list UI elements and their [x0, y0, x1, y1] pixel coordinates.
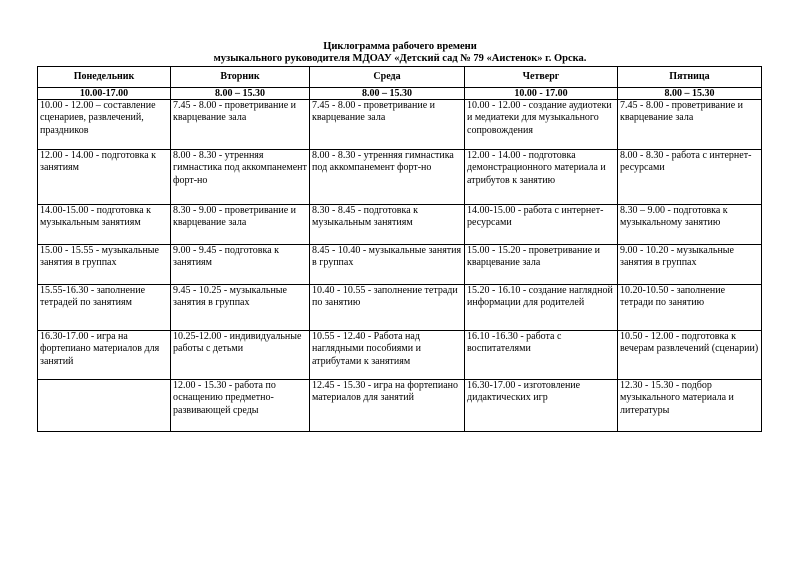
schedule-cell: 15.55-16.30 - заполнение тетрадей по занятиям	[38, 285, 171, 331]
hours-wednesday: 8.00 – 15.30	[310, 88, 465, 100]
hours-thursday: 10.00 - 17.00	[465, 88, 618, 100]
schedule-cell: 9.00 - 10.20 - музыкальные занятия в группах	[618, 245, 762, 285]
schedule-cell: 12.30 - 15.30 - подбор музыкального материала и литературы	[618, 380, 762, 432]
day-header-tuesday: Вторник	[171, 67, 310, 88]
schedule-cell: 10.25-12.00 - индивидуальные работы с детьми	[171, 331, 310, 380]
schedule-cell: 7.45 - 8.00 - проветривание и кварцевание зала	[171, 100, 310, 150]
schedule-cell: 10.00 - 12.00 - создание аудиотеки и медиатеки для музыкального сопровождения	[465, 100, 618, 150]
schedule-table	[37, 66, 762, 432]
schedule-cell: 8.00 - 8.30 - утренняя гимнастика под аккомпанемент форт-но	[171, 150, 310, 205]
schedule-cell: 12.45 - 15.30 - игра на фортепиано материалов для занятий	[310, 380, 465, 432]
schedule-cell: 10.50 - 12.00 - подготовка к вечерам развлечений (сценарии)	[618, 331, 762, 380]
table-row	[38, 380, 762, 432]
schedule-cell: 16.10 -16.30 - работа с воспитателями	[465, 331, 618, 380]
schedule-cell: 8.45 - 10.40 - музыкальные занятия в группах	[310, 245, 465, 285]
schedule-cell: 16.30-17.00 - игра на фортепиано материалов для занятий	[38, 331, 171, 380]
table-row	[38, 150, 762, 205]
schedule-cell: 15.00 - 15.55 - музыкальные занятия в группах	[38, 245, 171, 285]
schedule-cell	[38, 380, 171, 432]
header-row	[38, 67, 762, 88]
schedule-cell: 8.00 - 8.30 - утренняя гимнастика под аккомпанемент форт-но	[310, 150, 465, 205]
schedule-cell: 12.00 - 14.00 - подготовка демонстрационного материала и атрибутов к занятию	[465, 150, 618, 205]
schedule-cell: 9.00 - 9.45 - подготовка к занятиям	[171, 245, 310, 285]
hours-monday: 10.00-17.00	[38, 88, 171, 100]
schedule-cell: 8.30 – 9.00 - подготовка к музыкальному занятию	[618, 205, 762, 245]
schedule-cell: 10.00 - 12.00 – составление сценариев, развлечений, праздников	[38, 100, 171, 150]
schedule-cell: 9.45 - 10.25 - музыкальные занятия в группах	[171, 285, 310, 331]
schedule-cell: 12.00 - 14.00 - подготовка к занятиям	[38, 150, 171, 205]
schedule-cell: 8.00 - 8.30 - работа с интернет-ресурсами	[618, 150, 762, 205]
table-row	[38, 205, 762, 245]
schedule-cell: 15.00 - 15.20 - проветривание и кварцевание зала	[465, 245, 618, 285]
schedule-cell: 14.00-15.00 - работа с интернет-ресурсами	[465, 205, 618, 245]
schedule-cell: 7.45 - 8.00 - проветривание и кварцевание зала	[310, 100, 465, 150]
table-row	[38, 285, 762, 331]
day-header-monday: Понедельник	[38, 67, 171, 88]
table-row	[38, 100, 762, 150]
day-header-friday: Пятница	[618, 67, 762, 88]
day-header-wednesday: Среда	[310, 67, 465, 88]
hours-tuesday: 8.00 – 15.30	[171, 88, 310, 100]
schedule-cell: 7.45 - 8.00 - проветривание и кварцевание зала	[618, 100, 762, 150]
schedule-cell: 12.00 - 15.30 - работа по оснащению предметно-развивающей среды	[171, 380, 310, 432]
working-hours-row	[38, 88, 762, 100]
hours-friday: 8.00 – 15.30	[618, 88, 762, 100]
schedule-cell: 8.30 - 9.00 - проветривание и кварцевание зала	[171, 205, 310, 245]
schedule-cell: 14.00-15.00 - подготовка к музыкальным занятиям	[38, 205, 171, 245]
schedule-cell: 15.20 - 16.10 - создание наглядной информации для родителей	[465, 285, 618, 331]
schedule-cell: 8.30 - 8.45 - подготовка к музыкальным занятиям	[310, 205, 465, 245]
schedule-cell: 10.40 - 10.55 - заполнение тетради по занятию	[310, 285, 465, 331]
schedule-cell: 10.20-10.50 - заполнение тетради по занятию	[618, 285, 762, 331]
document-subtitle: музыкального руководителя МДОАУ «Детский сад № 79 «Аистенок» г. Орска.	[213, 53, 587, 64]
table-row	[38, 245, 762, 285]
schedule-cell: 10.55 - 12.40 - Работа над наглядными пособиями и атрибутами к занятиям	[310, 331, 465, 380]
document-title: Циклограмма рабочего времени	[323, 41, 477, 52]
table-row	[38, 331, 762, 380]
schedule-cell: 16.30-17.00 - изготовление дидактических игр	[465, 380, 618, 432]
day-header-thursday: Четверг	[465, 67, 618, 88]
